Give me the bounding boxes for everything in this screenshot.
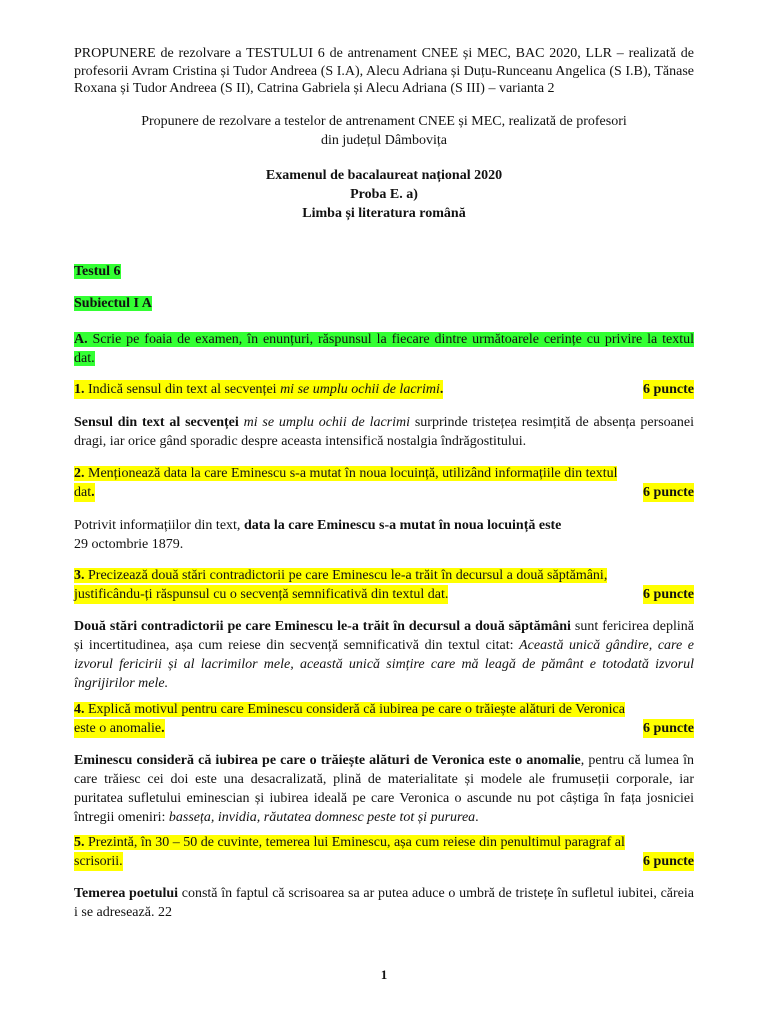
question-2-points: 6 puncte [643, 485, 694, 500]
answer-1-bold: Sensul din text al secvenței [74, 415, 244, 430]
instruction [74, 330, 694, 368]
question-2-body: Menționează data la care Eminescu s-a mutat în noua locuință, utilizând informațiile din textul [84, 466, 618, 481]
answer-2-rest: 29 octombrie 1879. [74, 537, 184, 552]
question-3-line-2: justificându-ți răspunsul cu o secvență semnificativă din textul dat. [74, 587, 449, 602]
question-2-line-1 [74, 466, 617, 481]
answer-2 [74, 516, 694, 554]
question-4-body-2: este o anomalie [74, 721, 162, 736]
question-3-body: Precizează două stări contradictorii pe care Eminescu le-a trăit în decursul a două săptămâni, [84, 568, 608, 583]
question-4-line-2 [74, 719, 165, 738]
intro-text [74, 112, 694, 150]
answer-5-rest: constă în faptul că scrisoarea sa ar putea aduce o umbră de tristețe în sufletul iubitei, căreia i se adresează. 22 [74, 886, 694, 920]
question-5-points: 6 puncte [643, 854, 694, 869]
answer-4-end: . [475, 810, 479, 825]
section-label [74, 294, 694, 313]
question-1-body: Indică sensul din text al secvenței [84, 382, 281, 397]
question-5-body: Prezintă, în 30 – 50 de cuvinte, temerea lui Eminescu, așa cum reiese din penultimul paragraf al [84, 835, 625, 850]
question-4-line-1 [74, 702, 625, 717]
question-2 [74, 464, 694, 502]
question-2-body-2: dat [74, 485, 92, 500]
question-2-end: . [91, 485, 95, 500]
answer-4-rest: , pentru că lumea în care trăiesc cei doi este una desacralizată, plină de materialitate și modele ale frumuseții corporale, iar puritatea sufletului eminescian și iubirea ideală pe care Veronica o ascunde nu pot câștiga în fața josniciei întregii omeniri: [74, 753, 694, 825]
answer-3 [74, 617, 694, 693]
answer-4 [74, 751, 694, 827]
question-1-italic: mi se umplu ochii de lacrimi [280, 382, 440, 397]
answer-2-lead: Potrivit informațiilor din text, [74, 518, 244, 533]
exam-title: Examenul de bacalaureat național 2020 [265, 168, 503, 183]
test-label [74, 262, 694, 281]
question-2-line-2 [74, 483, 95, 502]
document-header: PROPUNERE de rezolvare a TESTULUI 6 de antrenament CNEE și MEC, BAC 2020, LLR – realizată de profesorii Avram Cristina și Tudor Andreea (S I.A), Alecu Adriana și Duțu-Runceanu Angelica (S I.B), Tănase Roxana și Tudor Andreea (S II), Catrina Gabriela și Alecu Adriana (S III) – varianta 2 [74, 46, 694, 96]
question-3-points: 6 puncte [643, 587, 694, 602]
answer-1 [74, 413, 694, 451]
answer-3-quote: Această unică gândire, care e izvorul fericirii și al lacrimilor mele, această unică simțire care mă leagă de pământ e totodată izvorul îngrijirilor mele. [74, 638, 694, 691]
answer-2-bold: data la care Eminescu s-a mutat în noua locuință este [243, 518, 562, 533]
answer-3-bold: Două stări contradictorii pe care Eminescu le-a trăit în decursul a două săptămâni [74, 619, 571, 634]
question-3-line-1 [74, 568, 607, 583]
instruction-letter: A. [74, 332, 88, 347]
question-4 [74, 700, 694, 738]
proba-title: Proba E. a) [350, 187, 418, 202]
question-1 [74, 380, 694, 399]
question-5-line-1 [74, 835, 625, 850]
exam-titles [74, 166, 694, 223]
question-1-points: 6 puncte [643, 382, 694, 397]
question-4-points: 6 puncte [643, 721, 694, 736]
answer-5-bold: Temerea poetului [74, 886, 179, 901]
instruction-text: Scrie pe foaia de examen, în enunțuri, răspunsul la fiecare dintre următoarele cerințe cu privire la textul dat. [74, 332, 694, 366]
question-5-line-2: scrisorii. [74, 854, 123, 869]
question-2-number: 2. [74, 466, 85, 481]
test-label-text: Testul 6 [74, 264, 121, 279]
answer-4-bold: Eminescu consideră că iubirea pe care o trăiește alături de Veronica este o anomalie [74, 753, 581, 768]
question-3-number: 3. [74, 568, 85, 583]
page-number: 1 [380, 967, 388, 982]
intro-line-2: din județul Dâmbovița [321, 133, 447, 148]
answer-4-italic: basseța, invidia, răutatea domnesc peste tot și pururea [168, 810, 476, 825]
question-4-number: 4. [74, 702, 85, 717]
answer-5 [74, 884, 694, 922]
subject-title: Limba și literatura română [302, 206, 466, 221]
question-1-text [74, 380, 443, 399]
question-4-end: . [161, 721, 165, 736]
intro-line-1: Propunere de rezolvare a testelor de antrenament CNEE și MEC, realizată de profesori [141, 114, 627, 129]
answer-3-rest: sunt fericirea deplină și incertitudinea, așa cum reiese din secvență semnificativă din textul citat: [74, 619, 694, 653]
answer-1-italic: mi se umplu ochii de lacrimi [243, 415, 411, 430]
question-4-body: Explică motivul pentru care Eminescu consideră că iubirea pe care o trăiește alături de Veronica [84, 702, 625, 717]
section-label-text: Subiectul I A [74, 296, 152, 311]
question-1-end: . [439, 382, 444, 397]
question-5 [74, 833, 694, 871]
question-1-number: 1. [74, 382, 85, 397]
question-5-number: 5. [74, 835, 85, 850]
answer-1-rest: surprinde tristețea resimțită de absența persoanei dragi, iar orice gând sporadic despre aceasta intensifică nostalgia îndrăgostitului. [74, 415, 694, 449]
instruction-highlight [74, 332, 694, 366]
question-3 [74, 566, 694, 604]
